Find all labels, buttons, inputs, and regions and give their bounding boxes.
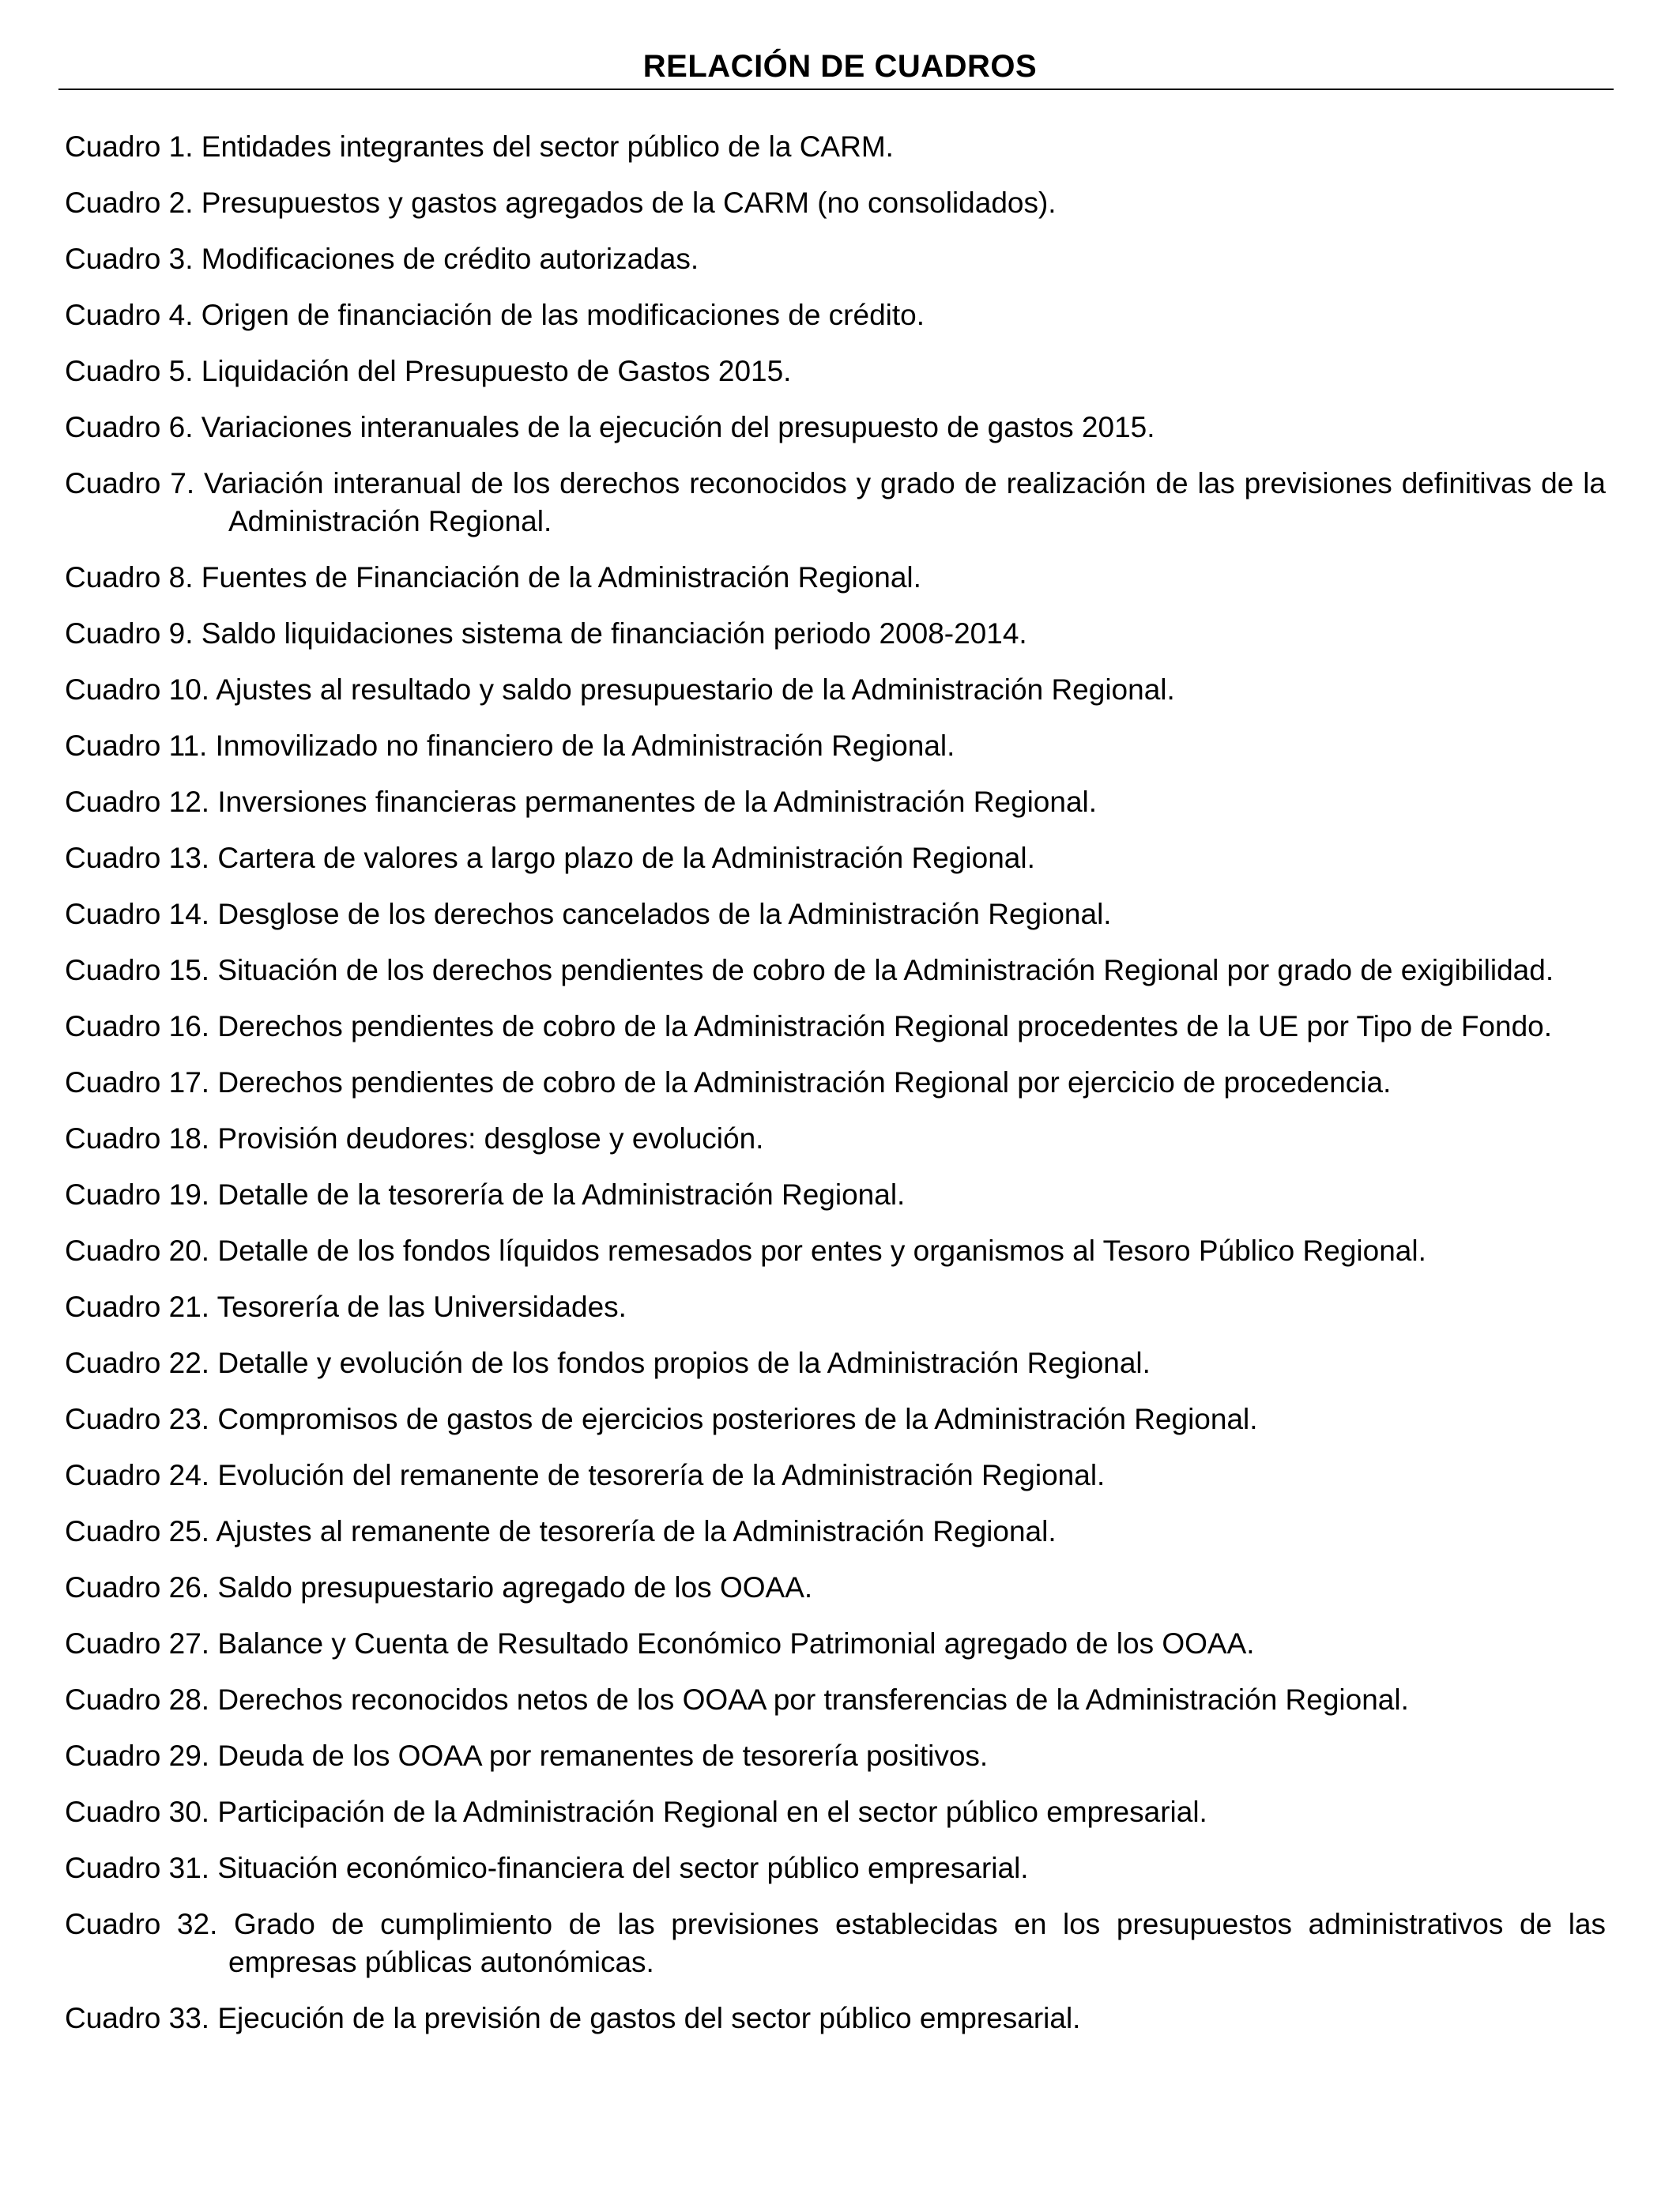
- list-item: Cuadro 11. Inmovilizado no financiero de la Administración Regional.: [65, 729, 955, 762]
- list-item: Cuadro 31. Situación económico-financiera del sector público empresarial.: [65, 1852, 1029, 1884]
- list-item: Cuadro 17. Derechos pendientes de cobro de la Administración Regional por ejercicio de procedencia.: [65, 1066, 1392, 1099]
- list-item: Cuadro 9. Saldo liquidaciones sistema de financiación periodo 2008-2014.: [65, 617, 1027, 650]
- table-of-tables-list: [65, 128, 1606, 2056]
- list-item: Cuadro 3. Modificaciones de crédito autorizadas.: [65, 243, 699, 275]
- list-item: Cuadro 26. Saldo presupuestario agregado de los OOAA.: [65, 1571, 813, 1604]
- list-item: Cuadro 4. Origen de financiación de las modificaciones de crédito.: [65, 299, 925, 331]
- title-underline: [58, 89, 1614, 90]
- list-item: Cuadro 18. Provisión deudores: desglose y evolución.: [65, 1122, 764, 1155]
- list-item: Cuadro 13. Cartera de valores a largo plazo de la Administración Regional.: [65, 842, 1035, 874]
- list-item: Cuadro 15. Situación de los derechos pendientes de cobro de la Administración Regional por grado de exigibilidad.: [65, 954, 1554, 986]
- list-item: Cuadro 14. Desglose de los derechos cancelados de la Administración Regional.: [65, 898, 1112, 930]
- list-item: Cuadro 12. Inversiones financieras permanentes de la Administración Regional.: [65, 786, 1098, 818]
- list-item: Cuadro 20. Detalle de los fondos líquidos remesados por entes y organismos al Tesoro Público Regional.: [65, 1235, 1426, 1267]
- list-item: Cuadro 1. Entidades integrantes del sector público de la CARM.: [65, 130, 894, 163]
- list-item: Cuadro 19. Detalle de la tesorería de la Administración Regional.: [65, 1178, 906, 1211]
- list-item: Cuadro 16. Derechos pendientes de cobro de la Administración Regional procedentes de la UE por Tipo de Fondo.: [65, 1010, 1553, 1042]
- list-item: Cuadro 33. Ejecución de la previsión de gastos del sector público empresarial.: [65, 2002, 1081, 2034]
- list-item: Cuadro 28. Derechos reconocidos netos de los OOAA por transferencias de la Administración Regional.: [65, 1683, 1409, 1716]
- list-item: Cuadro 25. Ajustes al remanente de tesorería de la Administración Regional.: [65, 1515, 1057, 1547]
- list-item: Cuadro 2. Presupuestos y gastos agregados de la CARM (no consolidados).: [65, 187, 1057, 219]
- list-item: Cuadro 7. Variación interanual de los derechos reconocidos y grado de realización de las previsiones definitivas de la Administración Regional.: [65, 467, 1606, 537]
- list-item: Cuadro 32. Grado de cumplimiento de las previsiones establecidas en los presupuestos administrativos de las empresas públicas autonómicas.: [65, 1908, 1606, 1978]
- list-item: Cuadro 27. Balance y Cuenta de Resultado Económico Patrimonial agregado de los OOAA.: [65, 1627, 1255, 1660]
- list-item: Cuadro 22. Detalle y evolución de los fondos propios de la Administración Regional.: [65, 1347, 1151, 1379]
- list-item: Cuadro 5. Liquidación del Presupuesto de Gastos 2015.: [65, 355, 792, 387]
- list-item: Cuadro 29. Deuda de los OOAA por remanentes de tesorería positivos.: [65, 1740, 989, 1772]
- list-item: Cuadro 6. Variaciones interanuales de la ejecución del presupuesto de gastos 2015.: [65, 411, 1155, 443]
- list-item: Cuadro 23. Compromisos de gastos de ejercicios posteriores de la Administración Regional.: [65, 1403, 1258, 1435]
- list-item: Cuadro 30. Participación de la Administración Regional en el sector público empresarial.: [65, 1796, 1207, 1828]
- list-item: Cuadro 24. Evolución del remanente de tesorería de la Administración Regional.: [65, 1459, 1106, 1491]
- list-item: Cuadro 10. Ajustes al resultado y saldo presupuestario de la Administración Regional.: [65, 673, 1175, 706]
- list-item: Cuadro 8. Fuentes de Financiación de la Administración Regional.: [65, 561, 921, 594]
- list-item: Cuadro 21. Tesorería de las Universidades.: [65, 1291, 627, 1323]
- page-title: RELACIÓN DE CUADROS: [642, 49, 1038, 84]
